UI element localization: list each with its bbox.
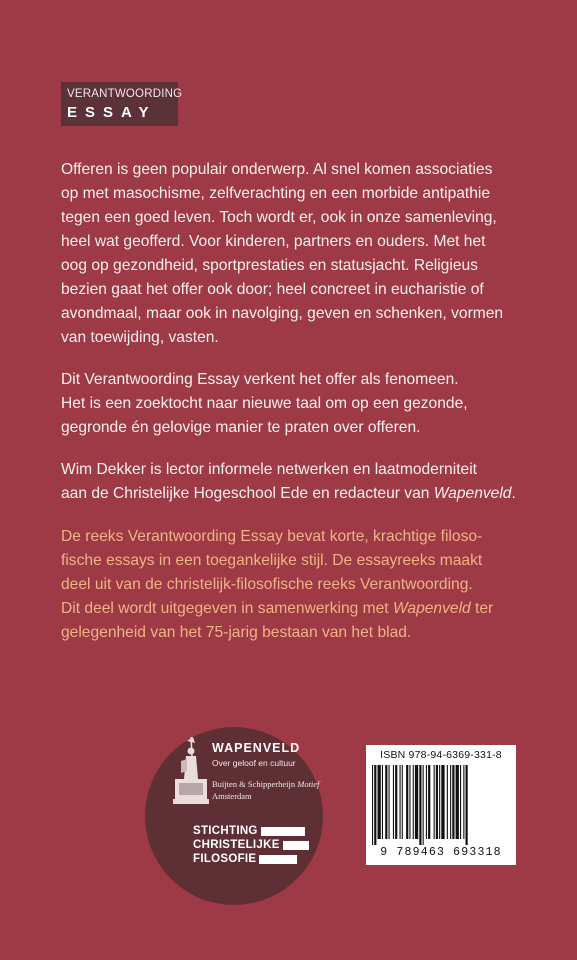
barcode-bar [382,765,383,839]
text-line: Offeren is geen populair onderwerp. Al snel komen associaties [61,161,493,178]
text-line: Het is een zoektocht naar nieuwe taal om op een gezonde, [61,395,468,412]
text-line: bezien gaat het offer ook door; heel concreet in eucharistie of [61,281,484,298]
text-fragment: Dit deel wordt uitgegeven in samenwerking met [61,600,393,617]
author-bio [61,458,521,506]
barcode-bar [389,765,390,839]
series-subtitle: ESSAY [67,104,157,121]
text-fragment: ter [470,600,494,617]
barcode-bar [409,765,410,839]
logo-bar [261,827,305,836]
publisher-seal [145,727,323,905]
foundation-word: STICHTING [193,825,258,837]
text-line: gegronde én gelovige manier te praten over offeren. [61,419,421,436]
barcode-bars [370,765,512,845]
text-line: van toewijding, vasten. [61,329,219,346]
text-line: oog op gezondheid, sportprestaties en statusjacht. Religieus [61,257,478,274]
foundation-word: FILOSOFIE [193,853,257,865]
barcode-bar [419,765,421,845]
foundation-word: CHRISTELIJKE [193,839,280,851]
logo-bar [259,855,297,864]
blurb-paragraph-2 [61,368,521,440]
text-line [61,482,521,506]
isbn-label: ISBN 978-94-6369-331-8 [380,749,502,761]
text-line: deel uit van de christelijk-filosofische reeks Verantwoording. [61,576,473,593]
publisher-name [212,779,319,789]
barcode-bar [423,765,424,845]
barcode-bar [413,765,414,839]
series-description [61,525,521,645]
barcode-number: 9 789463 693318 [380,846,502,859]
wapenveld-logo-title: WAPENVELD [212,741,301,755]
barcode-bar [426,765,427,839]
series-name: VERANTWOORDING [67,88,183,100]
barcode-bar [466,765,468,845]
barcode-bar [406,765,408,839]
barcode-bar [393,765,394,839]
text-line: op met masochisme, zelfverachting en een morbide antipathie [61,185,491,202]
text-fragment: aan de Christelijke Hogeschool Ede en redacteur van [61,485,434,502]
text-fragment: Buijten & Schipperheijn [212,779,298,789]
text-line [61,597,521,621]
text-line: fische essays in een toegankelijke stijl. De essayreeks maakt [61,552,483,569]
barcode-bar [415,765,418,839]
isbn-barcode [366,745,516,865]
barcode-bar [378,765,381,839]
foundation-logo [193,825,309,867]
text-fragment: Motief [297,779,320,789]
barcode-bar [460,765,461,839]
text-line: De reeks Verantwoording Essay bevat korte, krachtige filoso- [61,528,483,545]
barcode-bar [428,765,430,839]
barcode-bar [372,765,373,845]
blurb-paragraph-1 [61,158,521,350]
knight-figure-icon [171,735,211,813]
barcode-bar [395,765,397,839]
barcode-bar [436,765,438,839]
logo-bar [283,841,309,850]
wapenveld-tagline: Over geloof en cultuur [212,758,296,768]
barcode-bar [402,765,403,839]
text-line: heel wat geofferd. Voor kinderen, partners en ouders. Met het [61,233,486,250]
barcode-bar [439,765,440,839]
text-line: Dit Verantwoording Essay verkent het offer als fenomeen. [61,371,459,388]
text-line: tegen een goed leven. Toch wordt er, ook in onze samenleving, [61,209,497,226]
barcode-bar [434,765,435,839]
barcode-bar [452,765,454,839]
text-fragment: . [511,485,516,502]
barcode-bar [385,765,387,839]
text-line: gelegenheid van het 75-jarig bestaan van het blad. [61,624,412,641]
magazine-name: Wapenveld [433,485,512,502]
barcode-bar [447,765,448,839]
publisher-city: Amsterdam [212,791,252,801]
barcode-bar [450,765,451,839]
barcode-bar [374,765,376,845]
text-line: avondmaal, maar ook in navolging, geven en schenken, vormen [61,305,504,322]
barcode-bar [456,765,459,839]
barcode-bar [441,765,444,839]
barcode-bar [463,765,464,839]
magazine-name: Wapenveld [392,600,471,617]
series-badge [61,82,183,126]
barcode-bar [400,765,401,839]
text-line: Wim Dekker is lector informele netwerken en laatmoderniteit [61,461,477,478]
